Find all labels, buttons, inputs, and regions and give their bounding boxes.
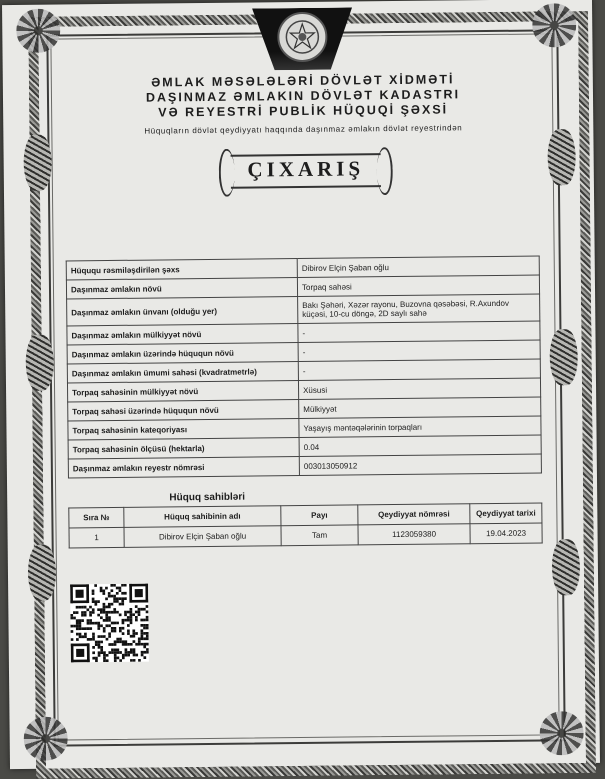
certificate-paper [2,0,600,769]
owners-column-header: Sıra № [69,507,124,528]
property-info-table [66,255,542,478]
info-label: Daşınmaz əmlakın ümumi sahəsi (kvadratmetrlə) [67,362,298,383]
registration-date: 19.04.2023 [470,523,542,544]
side-ornament-icon [552,539,581,595]
document-title: ÇIXARIŞ [247,156,365,182]
info-value: - [298,321,540,343]
side-ornament-icon [547,129,576,185]
info-value: 0.04 [299,435,541,457]
owners-heading: Hüquq sahibləri [169,491,246,504]
qr-code-icon [70,584,149,663]
owners-column-header: Qeydiyyat nömrəsi [358,504,470,525]
info-value: Bakı Şəhəri, Xəzər rayonu, Buzovna qəsəbəsi, R.Axundov küçəsi, 10-cu döngə, 2D saylı sahə [298,294,540,324]
corner-ornament-icon [16,9,60,53]
info-value: Torpaq sahəsi [297,275,539,297]
state-emblem-icon [277,12,328,63]
corner-ornament-icon [532,3,576,47]
side-ornament-icon [28,545,57,601]
owners-column-header: Hüquq sahibinin adı [124,506,281,528]
owners-column-header: Qeydiyyat tarixi [470,503,542,524]
info-value: 003013050912 [299,454,541,476]
owners-column-header: Payı [281,505,358,526]
side-ornament-icon [549,329,578,385]
info-value: - [298,340,540,362]
table-row [69,523,542,548]
side-ornament-icon [25,335,54,391]
info-value: Mülkiyyət [299,397,541,419]
owners-table [68,502,542,548]
issuer-line-1: ƏMLAK MƏSƏLƏLƏRİ DÖVLƏT XİDMƏTİ [151,72,455,90]
side-ornament-icon [23,135,52,191]
info-label: Daşınmaz əmlakın mülkiyyət növü [67,324,298,345]
owner-index: 1 [69,527,124,548]
info-value: Xüsusi [298,378,540,400]
issuer-line-2: DAŞINMAZ ƏMLAKIN DÖVLƏT KADASTRI [145,87,461,105]
info-label: Daşınmaz əmlakın reyestr nömrəsi [68,457,299,478]
owner-share: Tam [281,525,358,546]
info-label: Torpaq sahəsi üzərində hüququn növü [68,400,299,421]
issuer-line-3: VƏ REYESTRİ PUBLİK HÜQUQİ ŞƏXSİ [158,102,449,120]
info-label: Torpaq sahəsinin kateqoriyası [68,419,299,440]
registration-number: 1123059380 [358,524,470,545]
info-label: Hüququ rəsmiləşdirilən şəxs [66,259,297,280]
owner-name: Dibirov Elçin Şaban oğlu [124,526,281,548]
info-label: Torpaq sahəsinin ölçüsü (hektarla) [68,438,299,459]
info-label: Daşınmaz əmlakın ünvanı (olduğu yer) [67,297,298,326]
info-label: Daşınmaz əmlakın üzərində hüququn növü [67,343,298,364]
corner-ornament-icon [539,711,583,755]
corner-ornament-icon [23,716,67,760]
info-label: Daşınmaz əmlakın növü [66,278,297,299]
document-subtitle: Hüquqların dövlət qeydiyyatı haqqında daşınmaz əmlakın dövlət reyestrindən [144,123,463,136]
info-value: Yaşayış məntəqələrinin torpaqları [299,416,541,438]
info-value: Dibirov Elçin Şaban oğlu [297,256,539,278]
info-label: Torpaq sahəsinin mülkiyyət növü [67,381,298,402]
info-value: - [298,359,540,381]
